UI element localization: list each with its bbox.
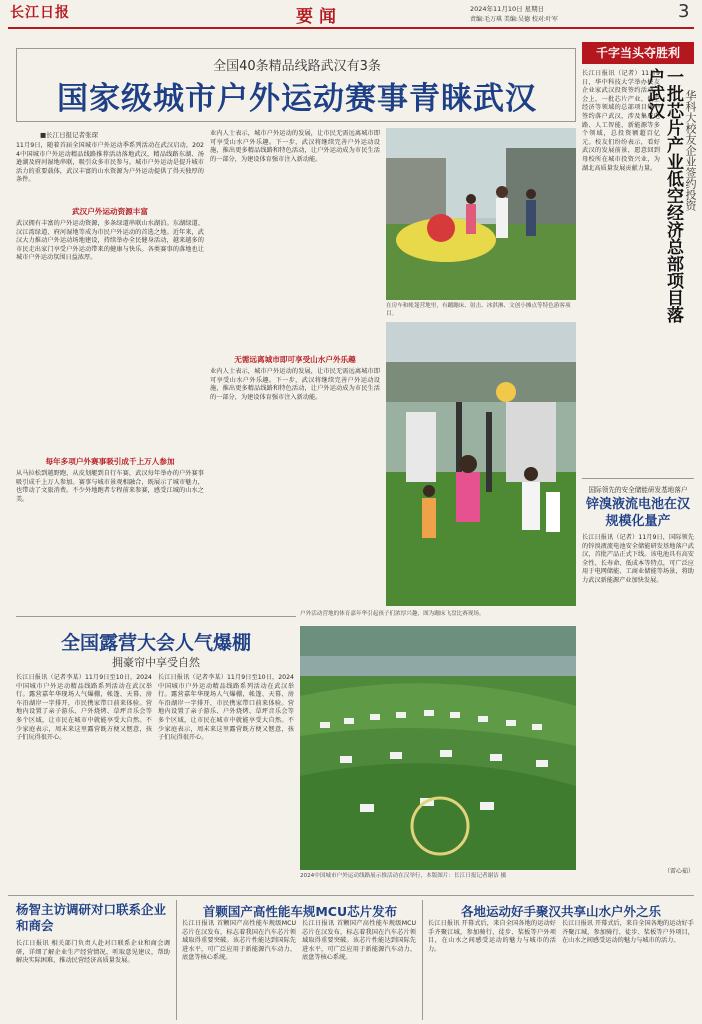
photo3-caption: 2024中国城市户外运动线路展示推活动在汉举行，本版图片：长江日报记者谢洁 摄 [300, 873, 507, 879]
sidebar-body: 长江日报讯（记者）11月9日，华中科技大学举办校友企业家武汉投资签约活动。会上，一批芯片产业、低空经济等领域的总部项目集中签约落户武汉，涉及集成电路、人工智能、新能源等多个领域，总投资额超百亿元。校友们纷纷表示，看好武汉的发展前景，愿意回到母校所在城市投资兴业，为湖北高质量发展贡献力量。 [582, 70, 660, 172]
bottom-sep-2 [422, 900, 423, 1020]
main-headline-box [16, 48, 576, 122]
camp-body-right: 长江日报讯（记者李某）11月9日至10日，2024中国城市户外运动精品线路系列活动在武汉举行。露营嘉年华现场人气爆棚，帐篷、天幕、房车沿湖岸一字排开，市民携家带口前来体验。营地内设置了亲子游乐、户外烧烤、草坪音乐会等多个区域，让市民在城市中就能享受大自然。不少家庭表示，周末来这里露营既方便又惬意，孩子们玩得很开心。 [158, 674, 294, 742]
section2-title: 每年多项户外赛事吸引成千上万人参加 [45, 457, 175, 466]
sidebar-divider [582, 478, 694, 479]
main-kicker: 全国40条精品线路武汉有3条 [213, 59, 381, 74]
col2-bottom-body: 业内人士表示，城市户外运动的发展，让市民无需远离城市即可享受山水户外乐趣。下一步，武汉将继续完善户外运动设施，推出更多精品线路和特色活动，让户外运动成为市民生活的一部分，为建设体育强市注入新动能。 [210, 368, 380, 401]
camp-body-left: 长江日报讯（记者李某）11月9日至10日，2024中国城市户外运动精品线路系列活动在武汉举行。露营嘉年华现场人气爆棚，帐篷、天幕、房车沿湖岸一字排开，市民携家带口前来体验。营地内设置了亲子游乐、户外烧烤、草坪音乐会等多个区域，让市民在城市中就能享受大自然。不少家庭表示，周末来这里露营既方便又惬意，孩子们玩得很开心。 [16, 674, 152, 742]
col2-top-body: 业内人士表示，城市户外运动的发展，让市民无需远离城市即可享受山水户外乐趣。下一步，武汉将继续完善户外运动设施，推出更多精品线路和特色活动，让户外运动成为市民生活的一部分，为建设体育强市注入新动能。 [210, 130, 380, 163]
sidebar-headline: 一批芯片产业低空经济总部项目落户武汉 [644, 68, 683, 323]
sidebar-subhead: 华科大校友企业签约投资 [684, 90, 697, 211]
sidebar-banner: 千字当头夺胜利 [582, 42, 694, 64]
bottom-b-body-right: 长江日报讯 首颗国产高性能车规级MCU芯片在汉发布，标志着我国在汽车芯片领域取得重要突破。该芯片性能达到国际先进水平，可广泛应用于新能源汽车动力、底盘等核心系统。 [302, 920, 416, 962]
newspaper-logo: 长江日报 [10, 5, 70, 21]
camp-headline: 全国露营大会人气爆棚 [60, 632, 251, 654]
bottom-c-body-left: 长江日报讯 开幕式后，来自全国各地的运动好手齐聚江城，参加骑行、徒步、桨板等户外项目，在山水之间感受运动的魅力与城市的活力。 [428, 920, 556, 953]
main-divider [16, 616, 296, 617]
photo-camp-kids [386, 128, 576, 300]
news2-sign: （雷心茹） [663, 868, 694, 875]
editors-line: 责编:毛万琪 美编:吴德 校对:叶军 [470, 16, 558, 23]
photo2-caption: 户外活动营地的体育嘉年华引起孩子们浓厚兴趣，图为蹦床飞盘比赛现场。 [300, 611, 485, 617]
news2-kicker: 国际领先的安全储能研发基地落户 [588, 486, 688, 494]
masthead-rule [8, 27, 694, 29]
bottom-b-body-left: 长江日报讯 首颗国产高性能车规级MCU芯片在汉发布，标志着我国在汽车芯片领域取得重要突破。该芯片性能达到国际先进水平，可广泛应用于新能源汽车动力、底盘等核心系统。 [182, 920, 296, 962]
section1-body: 武汉拥有丰富的户外运动资源，多条绿道串联山水湖泊。东湖绿道、汉江湾绿道、府河湿地等成为市民户外运动的首选之地。近年来，武汉大力推动户外运动场地建设，持续举办全民健身活动，越来越多的市民走出家门享受户外运动带来的健康与快乐。各类赛事的落地也让城市户外运动氛围日益浓厚。 [16, 220, 204, 262]
bottom-a-body: 长江日报讯 相关部门负责人赴对口联系企业和商会调研，详细了解企业生产经营情况，听取意见建议，帮助解决实际困难，推动民营经济高质量发展。 [16, 940, 170, 965]
bottom-a-title: 杨智主访调研对口联系企业和商会 [16, 902, 167, 933]
photo-carnival-trampoline [386, 322, 576, 606]
bottom-sep-1 [176, 900, 177, 1020]
bottom-b-title: 首颗国产高性能车规MCU芯片发布 [202, 904, 398, 919]
news2-body: 长江日报讯（记者）11月9日，国际领先的锌溴液流电池安全储能研发基地落户武汉，首批产品正式下线。该电池具有高安全性、长寿命、低成本等特点，可广泛应用于电网储能、工商业储能等场景，将助力武汉新能源产业加快发展。 [582, 534, 694, 584]
news2-headline: 锌溴液流电池在汉规模化量产 [586, 497, 691, 529]
masthead [0, 0, 702, 30]
bottom-c-body-right: 长江日报讯 开幕式后，来自全国各地的运动好手齐聚江城，参加骑行、徒步、桨板等户外项目，在山水之间感受运动的魅力与城市的活力。 [562, 920, 694, 945]
date-line: 2024年11月10日 星期日 [470, 5, 545, 13]
section-title: 要闻 [296, 7, 342, 27]
main-byline: ■长江日报记者张琛 [40, 131, 99, 139]
bottom-c-title: 各地运动好手聚汉共享山水户外之乐 [460, 904, 661, 919]
bottom-rule [8, 895, 694, 896]
page-number: 3 [678, 1, 690, 22]
section3-title: 无需远离城市即可享受山水户外乐趣 [234, 355, 356, 364]
photo1-caption: 在房车和帐篷营地里，有蹦蹦床、射击、冰淇淋、文创小摊点等特色游客项目。 [386, 303, 571, 317]
section2-body: 从马拉松到越野跑，从皮划艇到自行车赛，武汉每年举办的户外赛事吸引成千上万人参加。赛事与城市景观相融合，既展示了城市魅力，也带动了文旅消费。不少外地跑者专程前来参赛，感受江城的山水之美。 [16, 470, 204, 503]
section1-title: 武汉户外运动资源丰富 [72, 207, 148, 216]
main-intro: 11月9日，随着首届全国城市户外运动季系列活动在武汉启动，2024中国城市户外运动精品线路推荐活动落地武汉，精品线路东湖、汤逊湖及府河湿地串联，吸引众多市民参与。城市户外运动是提升城市活力的重要载体，武汉丰富的山水资源为户外运动提供了得天独厚的条件。 [16, 142, 204, 184]
photo-aerial-camp [300, 626, 576, 870]
main-headline: 国家级城市户外运动赛事青睐武汉 [57, 81, 537, 117]
camp-subhead: 拥豪帘中享受自然 [112, 656, 200, 669]
